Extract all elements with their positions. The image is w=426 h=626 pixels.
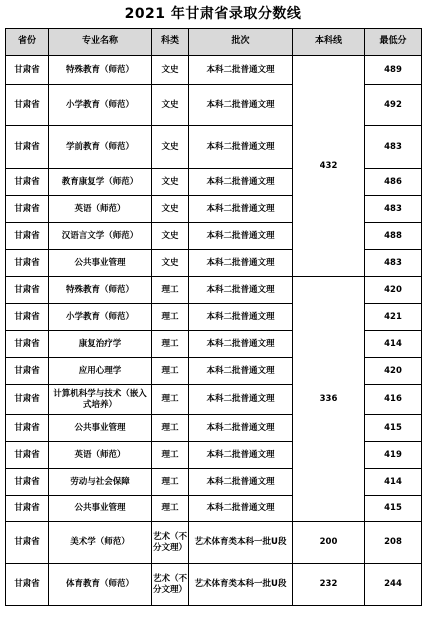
batch-cell: 本科二批普通文理 — [189, 496, 293, 522]
min-score-cell: 489 — [365, 56, 422, 85]
header-batch: 批次 — [189, 29, 293, 56]
major-cell: 计算机科学与技术（嵌入式培养） — [49, 385, 152, 415]
subject-cell: 文史 — [152, 126, 189, 169]
province-cell: 甘肃省 — [6, 522, 49, 564]
subject-cell: 文史 — [152, 85, 189, 126]
subject-cell: 文史 — [152, 56, 189, 85]
province-cell: 甘肃省 — [6, 196, 49, 223]
min-score-cell: 421 — [365, 304, 422, 331]
table-row — [6, 522, 422, 564]
batch-cell: 本科二批普通文理 — [189, 442, 293, 469]
major-cell: 小学教育（师范） — [49, 85, 152, 126]
subject-cell: 理工 — [152, 304, 189, 331]
province-cell: 甘肃省 — [6, 56, 49, 85]
major-cell: 美术学（师范） — [49, 522, 152, 564]
table-header-row — [6, 29, 422, 56]
province-cell: 甘肃省 — [6, 223, 49, 250]
min-score-cell: 419 — [365, 442, 422, 469]
major-cell: 康复治疗学 — [49, 331, 152, 358]
major-cell: 公共事业管理 — [49, 250, 152, 277]
province-cell: 甘肃省 — [6, 469, 49, 496]
province-cell: 甘肃省 — [6, 277, 49, 304]
batch-cell: 本科二批普通文理 — [189, 126, 293, 169]
batch-cell: 本科二批普通文理 — [189, 277, 293, 304]
subject-cell: 文史 — [152, 169, 189, 196]
subject-cell: 理工 — [152, 277, 189, 304]
subject-cell: 艺术（不分文理） — [152, 522, 189, 564]
major-cell: 劳动与社会保障 — [49, 469, 152, 496]
min-score-cell: 416 — [365, 385, 422, 415]
province-cell: 甘肃省 — [6, 169, 49, 196]
province-cell: 甘肃省 — [6, 85, 49, 126]
batch-cell: 艺术体育类本科一批U段 — [189, 522, 293, 564]
major-cell: 体育教育（师范） — [49, 564, 152, 606]
subject-cell: 理工 — [152, 385, 189, 415]
min-score-cell: 415 — [365, 496, 422, 522]
batch-cell: 本科二批普通文理 — [189, 223, 293, 250]
major-cell: 公共事业管理 — [49, 496, 152, 522]
batch-cell: 本科二批普通文理 — [189, 56, 293, 85]
batch-cell: 本科二批普通文理 — [189, 85, 293, 126]
admission-score-table — [5, 28, 422, 606]
major-cell: 小学教育（师范） — [49, 304, 152, 331]
batch-cell: 艺术体育类本科一批U段 — [189, 564, 293, 606]
major-cell: 应用心理学 — [49, 358, 152, 385]
major-cell: 英语（师范） — [49, 442, 152, 469]
batch-cell: 本科二批普通文理 — [189, 358, 293, 385]
province-cell: 甘肃省 — [6, 415, 49, 442]
batch-cell: 本科二批普通文理 — [189, 331, 293, 358]
major-cell: 学前教育（师范） — [49, 126, 152, 169]
subject-cell: 文史 — [152, 223, 189, 250]
subject-cell: 文史 — [152, 250, 189, 277]
batch-cell: 本科二批普通文理 — [189, 469, 293, 496]
min-score-cell: 486 — [365, 169, 422, 196]
min-score-cell: 483 — [365, 196, 422, 223]
min-score-cell: 414 — [365, 331, 422, 358]
subject-cell: 理工 — [152, 415, 189, 442]
header-province: 省份 — [6, 29, 49, 56]
major-cell: 英语（师范） — [49, 196, 152, 223]
min-score-cell: 483 — [365, 126, 422, 169]
table-title: 2021 年甘肃省录取分数线 — [124, 6, 302, 22]
subject-cell: 文史 — [152, 196, 189, 223]
major-cell: 公共事业管理 — [49, 415, 152, 442]
table-row — [6, 277, 422, 304]
province-cell: 甘肃省 — [6, 304, 49, 331]
min-score-cell: 244 — [365, 564, 422, 606]
province-cell: 甘肃省 — [6, 126, 49, 169]
batch-cell: 本科二批普通文理 — [189, 196, 293, 223]
major-cell: 汉语言文学（师范） — [49, 223, 152, 250]
province-cell: 甘肃省 — [6, 385, 49, 415]
subject-cell: 理工 — [152, 496, 189, 522]
subject-cell: 理工 — [152, 331, 189, 358]
min-score-cell: 420 — [365, 277, 422, 304]
header-min-score: 最低分 — [365, 29, 422, 56]
min-score-cell: 414 — [365, 469, 422, 496]
min-score-cell: 488 — [365, 223, 422, 250]
table-row — [6, 564, 422, 606]
min-score-cell: 208 — [365, 522, 422, 564]
province-cell: 甘肃省 — [6, 358, 49, 385]
batch-cell: 本科二批普通文理 — [189, 169, 293, 196]
baseline-cell-science: 336 — [293, 277, 365, 522]
min-score-cell: 420 — [365, 358, 422, 385]
batch-cell: 本科二批普通文理 — [189, 385, 293, 415]
baseline-cell-art-fine: 200 — [293, 522, 365, 564]
baseline-cell-liberal-arts: 432 — [293, 56, 365, 277]
header-major: 专业名称 — [49, 29, 152, 56]
subject-cell: 理工 — [152, 469, 189, 496]
major-cell: 特殊教育（师范） — [49, 277, 152, 304]
province-cell: 甘肃省 — [6, 331, 49, 358]
min-score-cell: 492 — [365, 85, 422, 126]
header-baseline: 本科线 — [293, 29, 365, 56]
min-score-cell: 483 — [365, 250, 422, 277]
major-cell: 特殊教育（师范） — [49, 56, 152, 85]
batch-cell: 本科二批普通文理 — [189, 250, 293, 277]
batch-cell: 本科二批普通文理 — [189, 304, 293, 331]
min-score-cell: 415 — [365, 415, 422, 442]
table-row — [6, 56, 422, 85]
subject-cell: 理工 — [152, 442, 189, 469]
major-cell: 教育康复学（师范） — [49, 169, 152, 196]
header-subject: 科类 — [152, 29, 189, 56]
subject-cell: 理工 — [152, 358, 189, 385]
subject-cell: 艺术（不分文理） — [152, 564, 189, 606]
province-cell: 甘肃省 — [6, 250, 49, 277]
province-cell: 甘肃省 — [6, 496, 49, 522]
province-cell: 甘肃省 — [6, 442, 49, 469]
province-cell: 甘肃省 — [6, 564, 49, 606]
batch-cell: 本科二批普通文理 — [189, 415, 293, 442]
baseline-cell-art-pe: 232 — [293, 564, 365, 606]
